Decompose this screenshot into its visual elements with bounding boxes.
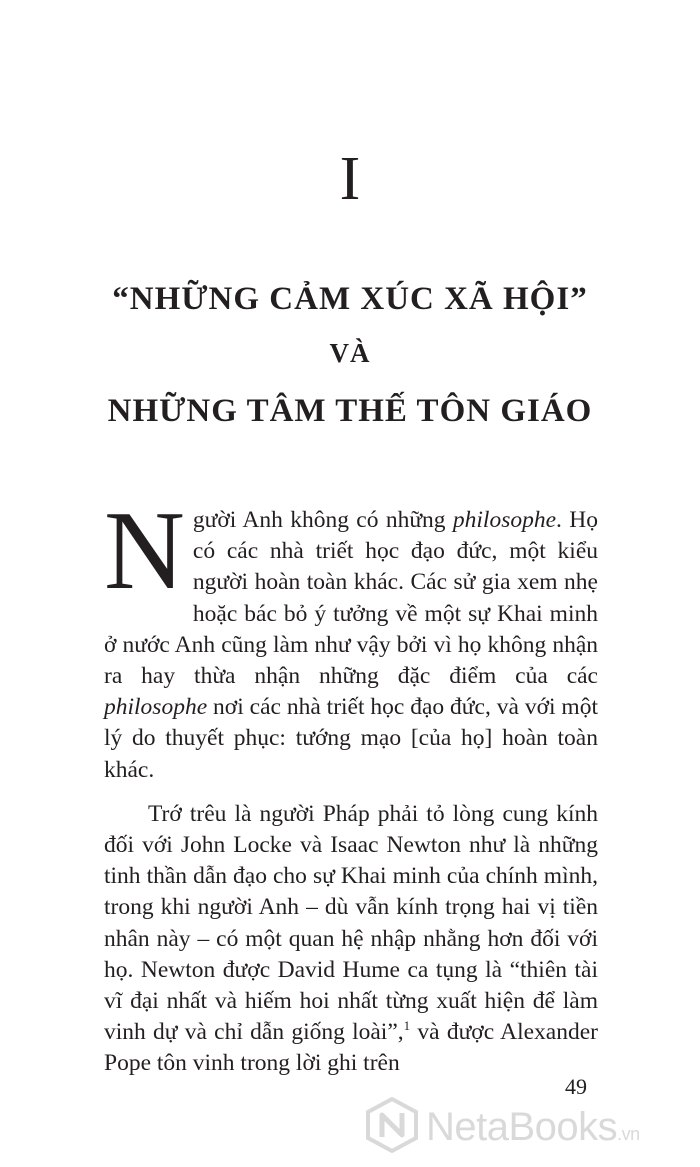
italic-term: philosophe — [104, 694, 208, 721]
paragraph-2-text: Trớ trêu là người Pháp phải tỏ lòng cung kính đối với John Locke và Isaac Newton như là những tinh thần dẫn đạo cho sự Khai minh của chính mình, trong khi người Anh – dù vẫn kính trọng hai vị tiền nhân này – có một quan hệ nhập nhằng hơn đối với họ. Newton được David Hume ca tụng là “thiên tài vĩ đại nhất và hiếm hoi nhất từng xuất hiện để làm vinh dự và chỉ dẫn giống loài”, — [104, 800, 598, 1046]
body-text — [104, 489, 598, 1080]
italic-term: philosophe — [452, 507, 557, 533]
chapter-title-line-3: NHỮNG TÂM THẾ TÔN GIÁO — [107, 393, 593, 429]
paragraph-2-text: và được Alexander Pope tôn vinh trong lời ghi trên — [104, 1019, 598, 1077]
drop-cap: N — [104, 489, 185, 613]
watermark-brand: NetaBooks — [426, 1104, 618, 1149]
chapter-title-line-1: “NHỮNG CẢM XÚC XÃ HỘI” — [112, 281, 588, 317]
paragraph-1 — [104, 489, 598, 786]
watermark-text — [426, 1105, 640, 1150]
paragraph-1-text: . Họ có các nhà triết học đạo đức, một kiểu người hoàn toàn khác. Các sử gia xem nhẹ hoặc bác bỏ ý tưởng về một sự Khai minh ở nước Anh cũng làm như vậy bởi vì họ không nhận ra hay thừa nhận những đặc điểm của các — [104, 507, 598, 690]
watermark-suffix: .vn — [617, 1123, 640, 1144]
paragraph-2 — [104, 799, 598, 1080]
footnote-marker: 1 — [403, 1018, 411, 1034]
netabooks-logo-icon — [366, 1097, 418, 1158]
paragraph-1-text: nơi các nhà triết học đạo đức, và với một lý do thuyết phục: tướng mạo [của họ] hoàn toàn khác. — [104, 694, 598, 783]
watermark — [366, 1098, 696, 1156]
chapter-number: I — [339, 145, 361, 213]
paragraph-1-text: gười Anh không có những — [192, 507, 453, 533]
chapter-title-line-2: VÀ — [329, 338, 371, 368]
page-number: 49 — [565, 1074, 587, 1099]
